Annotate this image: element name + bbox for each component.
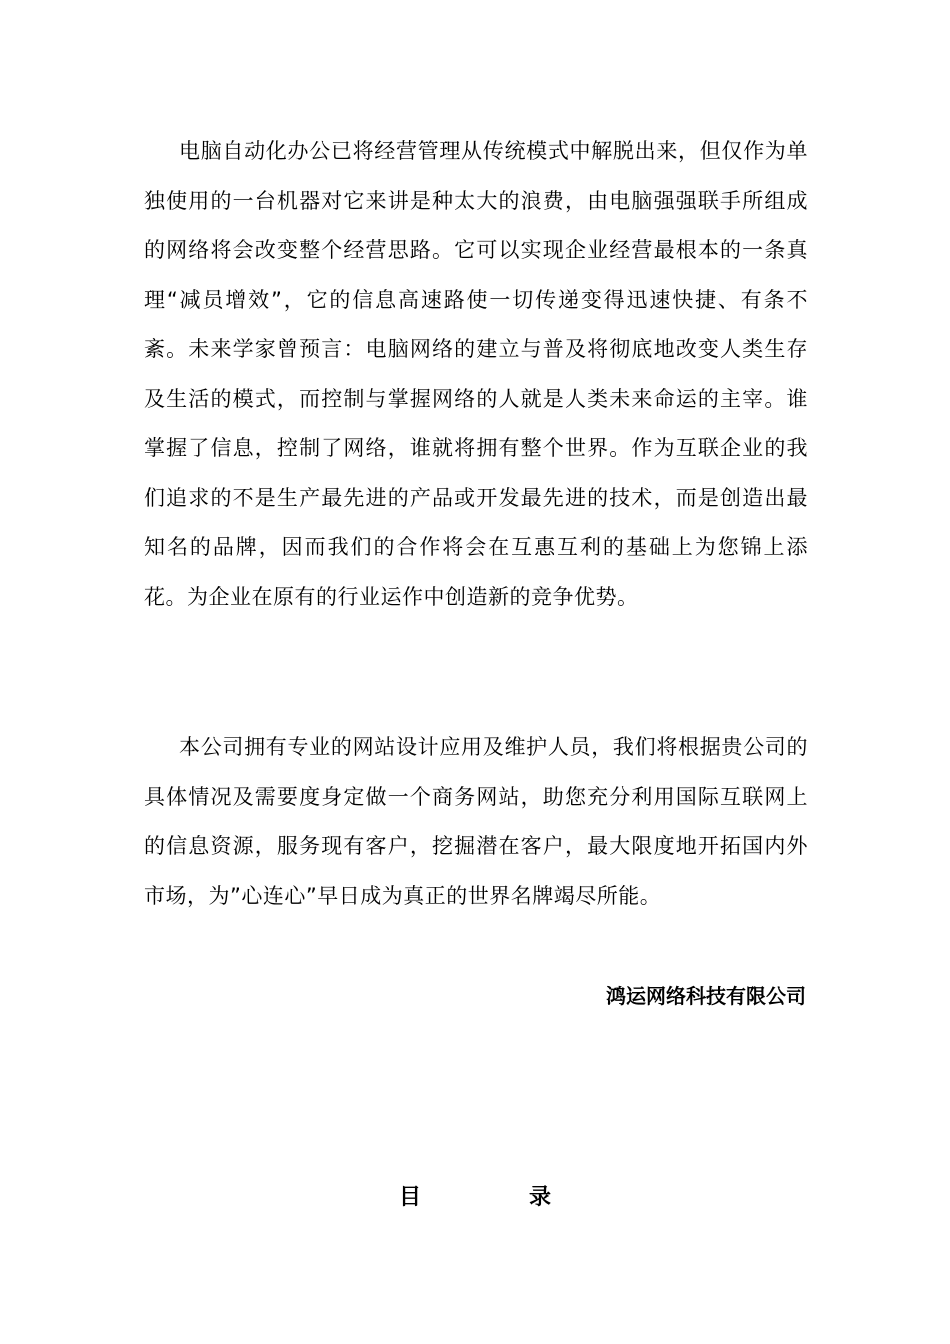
intro-paragraph: 电脑自动化办公已将经营管理从传统模式中解脱出来，但仅作为单独使用的一台机器对它来讲是种太大的浪费，由电脑强强联手所组成的网络将会改变整个经营思路。它可以实现企业经营最根本的一条真理“减员增效”，它的信息高速路使一切传递变得迅速快捷、有条不紊。未来学家曾预言：电脑网络的建立与普及将彻底地改变人类生存及生活的模式，而控制与掌握网络的人就是人类未来命运的主宰。谁掌握了信息，控制了网络，谁就将拥有整个世界。作为互联企业的我们追求的不是生产最先进的产品或开发最先进的技术，而是创造出最知名的品牌，因而我们的合作将会在互惠互利的基础上为您锦上添花。为企业在原有的行业运作中创造新的竞争优势。 <box>144 139 808 609</box>
service-paragraph: 本公司拥有专业的网站设计应用及维护人员，我们将根据贵公司的具体情况及需要度身定做一个商务网站，助您充分利用国际互联网上的信息资源，服务现有客户，挖掘潜在客户，最大限度地开拓国内外市场，为”心连心”早日成为真正的世界名牌竭尽所能。 <box>144 735 808 908</box>
company-signature: 鸿运网络科技有限公司 <box>606 984 806 1008</box>
toc-heading: 目录 <box>398 1185 659 1210</box>
